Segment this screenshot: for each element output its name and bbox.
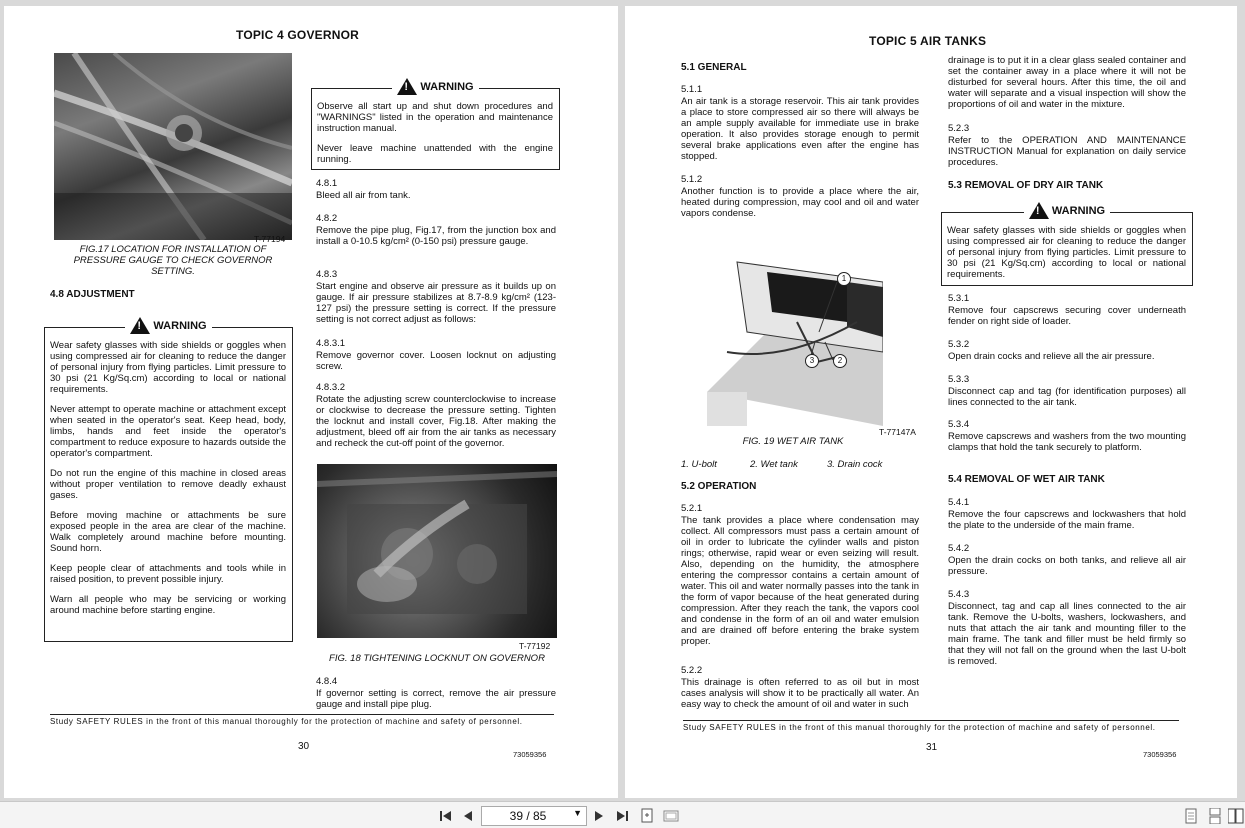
step-number: 4.8.4 xyxy=(316,676,338,687)
single-page-view-icon[interactable] xyxy=(1183,807,1199,824)
section-heading: 5.2 OPERATION xyxy=(681,481,757,492)
warning-box xyxy=(44,319,293,642)
step-text: Rotate the adjusting screw counterclockwise to increase or clockwise to decrease the pressure setting. Tighten the locknut and install cover, Fig.18. After making the adjustment, bleed off air from the air tanks as necessary and recheck the cut-off point of the governor. xyxy=(316,394,556,449)
step-number: 4.8.2 xyxy=(316,213,338,224)
page-number: 30 xyxy=(298,741,310,752)
step-number: 5.1.2 xyxy=(681,174,703,185)
step-text: Refer to the OPERATION AND MAINTENANCE INSTRUCTION Manual for explanation on daily service procedures. xyxy=(948,135,1186,168)
section-heading: 5.3 REMOVAL OF DRY AIR TANK xyxy=(948,180,1104,191)
warning-label: WARNING xyxy=(1051,204,1106,217)
warning-label: WARNING xyxy=(153,319,207,332)
step-text: This drainage is often referred to as oil but in most cases analysis will show it to be practically all water. An easy way to check the amount of oil and water in such xyxy=(681,677,919,710)
fig17-image xyxy=(54,53,292,240)
fit-width-icon[interactable] xyxy=(662,807,680,824)
previous-page-icon[interactable] xyxy=(461,807,475,824)
step-text: Remove four capscrews securing cover underneath fender on right side of loader. xyxy=(948,305,1186,327)
warning-paragraph: Wear safety glasses with side shields or goggles when using compressed air for cleaning to reduce the danger of personal injury from flying particles. Limit pressure to 30 psi (21 Kg/Sq.cm) according to local or national requirements. xyxy=(947,225,1186,280)
step-text: Open the drain cocks on both tanks, and relieve all air pressure. xyxy=(948,555,1186,577)
warning-paragraph: Observe all start up and shut down procedures and "WARNINGS" listed in the operation and maintenance instruction manual. xyxy=(317,101,553,134)
step-number: 5.3.2 xyxy=(948,339,970,350)
step-number: 4.8.3.2 xyxy=(316,382,346,393)
step-number: 5.4.2 xyxy=(948,543,970,554)
paragraph: drainage is to put it in a clear glass sealed container and set the container away in a place where it will not be disturbed for several hours. After this time, the oil and water will separate and a visual inspection will show the proportions of oil and water in the mixture. xyxy=(948,55,1186,110)
fig19-diagram xyxy=(707,242,883,426)
first-page-icon[interactable] xyxy=(437,807,455,824)
step-text: Open drain cocks and relieve all the air pressure. xyxy=(948,351,1155,362)
step-text: If governor setting is correct, remove the air pressure gauge and install pipe plug. xyxy=(316,688,556,710)
step-text: Remove the four capscrews and lockwashers that hold the plate to the underside of the main frame. xyxy=(948,509,1186,531)
warning-label: WARNING xyxy=(420,80,474,93)
legend-item: 3. Drain cock xyxy=(827,459,883,470)
step-text: Disconnect, tag and cap all lines connected to the air tank. Remove the U-bolts, washers, lockwashers, and nuts that attach the air tank and mounting filler to the main frame. The tank and filler must be held firmly so that they will not fall on the ground when the last U-bolt is removed. xyxy=(948,601,1186,667)
step-text: Remove capscrews and washers from the two mounting clamps that hold the tank securely to platform. xyxy=(948,431,1186,453)
step-number: 5.2.3 xyxy=(948,123,970,134)
warning-box xyxy=(311,80,560,170)
page-footer: Study SAFETY RULES in the front of this manual thoroughly for the protection of machine and safety of personnel. xyxy=(683,720,1179,732)
document-number: 73059356 xyxy=(513,750,547,759)
step-text: Remove the pipe plug, Fig.17, from the junction box and install a 0-10.5 kg/cm² (0-150 psi) pressure gauge. xyxy=(316,225,556,247)
page-indicator: 39 / 85 xyxy=(509,809,547,823)
step-number: 5.3.4 xyxy=(948,419,970,430)
fig18-photo xyxy=(317,464,557,638)
legend-item: 1. U-bolt xyxy=(681,459,717,470)
warning-icon xyxy=(130,317,150,334)
warning-icon xyxy=(1029,202,1049,219)
warning-paragraph: Before moving machine or attachments be sure exposed people in the area are clear of the machine. Walk completely around machine before mounting. Sound horn. xyxy=(50,510,286,554)
fig18-image xyxy=(317,464,557,638)
fig19-code: T-77147A xyxy=(879,427,916,437)
step-text: Disconnect cap and tag (for identification purposes) all lines connected to the air tank. xyxy=(948,386,1186,408)
two-page-view-icon[interactable] xyxy=(1228,807,1244,824)
callout-marker: 2 xyxy=(833,354,847,368)
fig17-photo xyxy=(54,53,292,240)
warning-paragraph: Never attempt to operate machine or attachment except when seated in the operator's seat. Keep head, body, limbs, hands and feet inside the operator's compartment to reduce exposure to hazards outside the operator's compartment. xyxy=(50,404,286,459)
warning-paragraph: Never leave machine unattended with the engine running. xyxy=(317,143,553,165)
chevron-down-icon: ▼ xyxy=(573,808,582,818)
fig19-caption: FIG. 19 WET AIR TANK xyxy=(742,436,844,447)
warning-box xyxy=(941,204,1193,286)
legend-item: 2. Wet tank xyxy=(750,459,798,470)
document-number: 73059356 xyxy=(1143,750,1177,759)
step-text: Another function is to provide a place where the air, heated during compression, may cool and oil and water vapors condense. xyxy=(681,186,919,219)
fig18-code: T-77192 xyxy=(519,641,551,651)
fig18-caption: FIG. 18 TIGHTENING LOCKNUT ON GOVERNOR xyxy=(329,653,545,664)
fig17-caption: FIG.17 LOCATION FOR INSTALLATION OF PRESSURE GAUGE TO CHECK GOVERNOR SETTING. xyxy=(73,244,273,277)
step-number: 5.2.1 xyxy=(681,503,703,514)
step-text: Start engine and observe air pressure as it builds up on gauge. If air pressure stabilizes at 8.7-8.9 kg/cm² (123-127 psi) the pressure setting is correct. If the pressure setting is not correct adjust as follows: xyxy=(316,281,556,325)
section-heading: 4.8 ADJUSTMENT xyxy=(50,289,135,300)
step-number: 4.8.3.1 xyxy=(316,338,346,349)
section-heading: 5.4 REMOVAL OF WET AIR TANK xyxy=(948,474,1105,485)
step-number: 5.3.3 xyxy=(948,374,970,385)
fit-page-icon[interactable] xyxy=(639,807,657,824)
warning-paragraph: Wear safety glasses with side shields or goggles when using compressed air for cleaning to reduce the danger of personal injury from flying particles. Limit pressure to 30 psi (21 Kg/Sq.cm) according to local or national requirements. xyxy=(50,340,286,395)
fig19-image xyxy=(707,242,883,426)
page-number: 31 xyxy=(926,742,938,753)
step-number: 5.4.3 xyxy=(948,589,970,600)
step-text: Remove governor cover. Loosen locknut on adjusting screw. xyxy=(316,350,556,372)
step-number: 5.1.1 xyxy=(681,84,703,95)
viewer-toolbar xyxy=(0,801,1245,828)
warning-paragraph: Keep people clear of attachments and tools while in raised position, to prevent possible injury. xyxy=(50,563,286,585)
step-number: 5.3.1 xyxy=(948,293,970,304)
page-title: TOPIC 5 AIR TANKS xyxy=(869,34,987,48)
last-page-icon[interactable] xyxy=(613,807,631,824)
page-footer: Study SAFETY RULES in the front of this manual thoroughly for the protection of machine and safety of personnel. xyxy=(50,714,554,726)
step-number: 5.4.1 xyxy=(948,497,970,508)
left-page xyxy=(4,6,618,798)
section-heading: 5.1 GENERAL xyxy=(681,62,747,73)
warning-paragraph: Do not run the engine of this machine in closed areas without proper ventilation to remove deadly exhaust gases. xyxy=(50,468,286,501)
right-page xyxy=(625,6,1237,798)
callout-marker: 3 xyxy=(805,354,819,368)
warning-icon xyxy=(397,78,417,95)
continuous-view-icon[interactable] xyxy=(1207,807,1223,824)
step-number: 4.8.1 xyxy=(316,178,338,189)
warning-paragraph: Warn all people who may be servicing or working around machine before starting engine. xyxy=(50,594,286,616)
next-page-icon[interactable] xyxy=(592,807,606,824)
step-text: The tank provides a place where condensation may collect. All compressors must pass a certain amount of oil in order to lubricate the cylinder walls and piston rings; otherwise, rapid wear or even seizing will result. Also, depending on the humidity, the atmosphere entering the compressor contains a certain amount of water. This oil and water normally passes into the tank in the form of vapor because of the heat generated during compression. After they reach the tank, the vapors cool and condense in the form of an oil and water emulsion and are drained off before entering the brake system proper. xyxy=(681,515,919,647)
fig17-code: T-77194 xyxy=(254,234,286,244)
page-title: TOPIC 4 GOVERNOR xyxy=(236,28,360,42)
page-number-select[interactable] xyxy=(481,806,587,826)
callout-marker: 1 xyxy=(837,272,851,286)
step-number: 5.2.2 xyxy=(681,665,703,676)
step-number: 4.8.3 xyxy=(316,269,338,280)
step-text: Bleed all air from tank. xyxy=(316,190,411,201)
step-text: An air tank is a storage reservoir. This air tank provides a place to store compressed air so there will always be an ample supply available for immediate use in brake operation. It also provides storage enough to permit several brake applications even after the engine has stopped. xyxy=(681,96,919,162)
